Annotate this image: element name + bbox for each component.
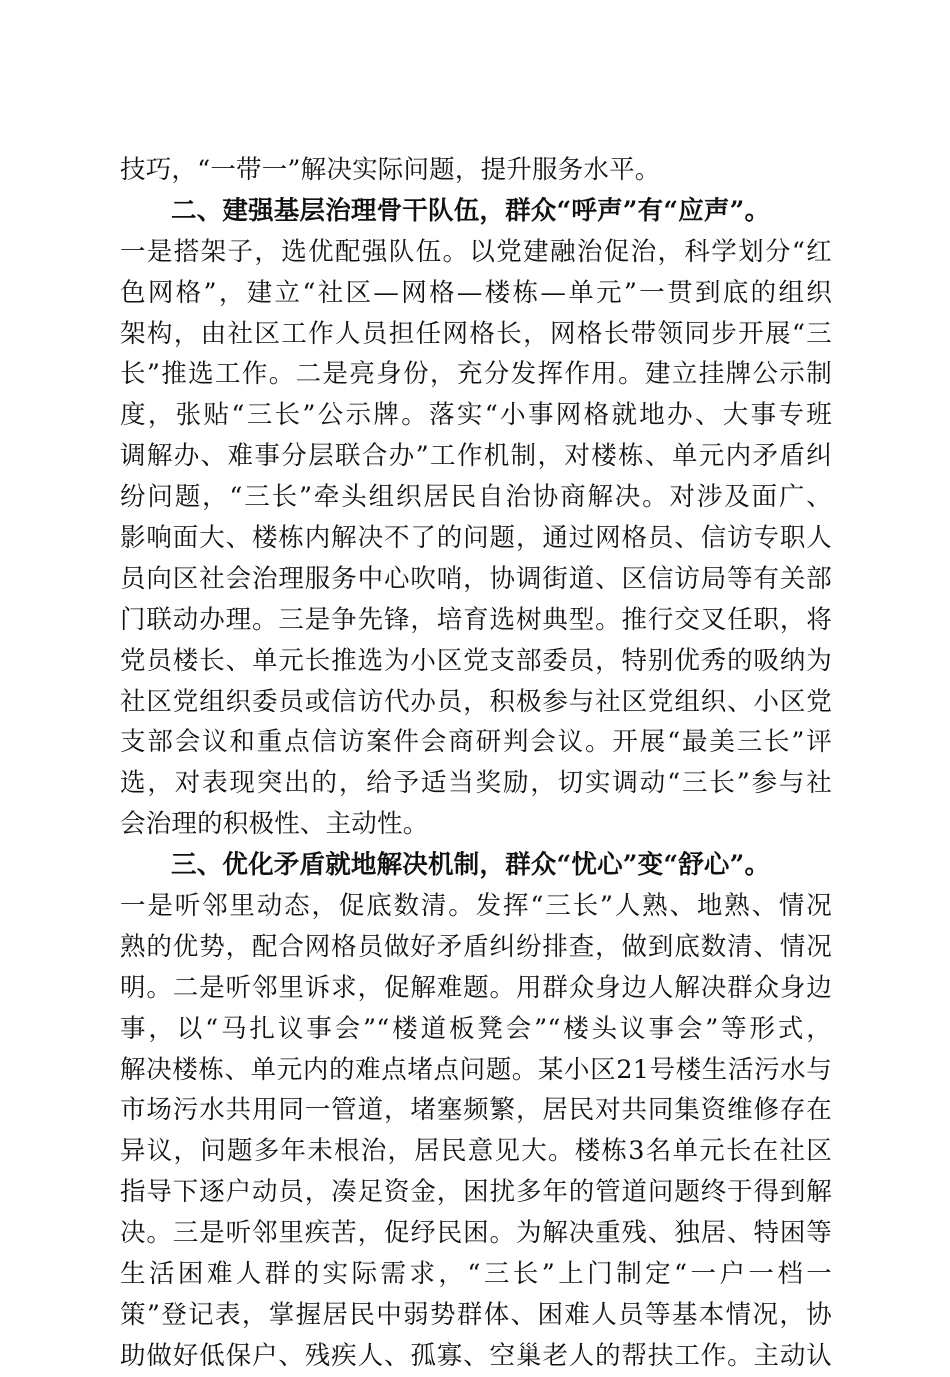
paragraph-line: 生活困难人群的实际需求，“三长”上门制定“一户一档一	[120, 1259, 832, 1290]
paragraph-line: 支部会议和重点信访案件会商研判会议。开展“最美三长”评	[120, 727, 832, 758]
paragraph-line: 长”推选工作。二是亮身份，充分发挥作用。建立挂牌公示制	[120, 359, 832, 390]
paragraph-line: 度，张贴“三长”公示牌。落实“小事网格就地办、大事专班	[120, 400, 832, 431]
paragraph-line: 一是听邻里动态，促底数清。发挥“三长”人熟、地熟、情况	[120, 891, 832, 922]
paragraph-line: 熟的优势，配合网格员做好矛盾纠纷排查，做到底数清、情况	[120, 931, 832, 962]
document-body	[120, 150, 832, 1377]
paragraph-line: 指导下逐户动员，凑足资金，困扰多年的管道问题终于得到解	[120, 1177, 832, 1208]
paragraph-line: 纷问题，“三长”牵头组织居民自治协商解决。对涉及面广、	[120, 482, 832, 513]
paragraph-line: 异议，问题多年未根治，居民意见大。楼栋3名单元长在社区	[120, 1136, 832, 1167]
paragraph-line: 策”登记表，掌握居民中弱势群体、困难人员等基本情况，协	[120, 1299, 832, 1330]
paragraph-line: 员向区社会治理服务中心吹哨，协调街道、区信访局等有关部	[120, 563, 832, 594]
paragraph-line: 决。三是听邻里疾苦，促纾民困。为解决重残、独居、特困等	[120, 1218, 832, 1249]
section-heading-2: 二、建强基层治理骨干队伍，群众“呼声”有“应声”。	[171, 195, 771, 226]
paragraph-line: 门联动办理。三是争先锋，培育选树典型。推行交叉任职，将	[120, 604, 832, 635]
paragraph-line: 一是搭架子，选优配强队伍。以党建融治促治，科学划分“红	[120, 236, 832, 267]
paragraph-line: 党员楼长、单元长推选为小区党支部委员，特别优秀的吸纳为	[120, 645, 832, 676]
paragraph-line: 市场污水共用同一管道，堵塞频繁，居民对共同集资维修存在	[120, 1095, 832, 1126]
paragraph-line: 选，对表现突出的，给予适当奖励，切实调动“三长”参与社	[120, 768, 832, 799]
paragraph-line: 调解办、难事分层联合办”工作机制，对楼栋、单元内矛盾纠	[120, 441, 832, 472]
paragraph-line: 色网格”，建立“社区—网格—楼栋—单元”一贯到底的组织	[120, 277, 832, 308]
paragraph-line: 明。二是听邻里诉求，促解难题。用群众身边人解决群众身边	[120, 972, 832, 1003]
paragraph-line: 解决楼栋、单元内的难点堵点问题。某小区21号楼生活污水与	[120, 1054, 832, 1085]
paragraph-line: 社区党组织委员或信访代办员，积极参与社区党组织、小区党	[120, 686, 832, 717]
paragraph-line: 影响面大、楼栋内解决不了的问题，通过网格员、信访专职人	[120, 523, 832, 554]
section-heading-3: 三、优化矛盾就地解决机制，群众“忧心”变“舒心”。	[171, 850, 771, 881]
paragraph-line: 会治理的积极性、主动性。	[120, 809, 429, 840]
paragraph-line: 技巧，“一带一”解决实际问题，提升服务水平。	[120, 155, 661, 185]
paragraph-line: 助做好低保户、残疾人、孤寡、空巢老人的帮扶工作。主动认	[120, 1340, 832, 1371]
paragraph-line: 事，以“马扎议事会”“楼道板凳会”“楼头议事会”等形式，	[120, 1013, 832, 1044]
paragraph-line: 架构，由社区工作人员担任网格长，网格长带领同步开展“三	[120, 318, 832, 349]
